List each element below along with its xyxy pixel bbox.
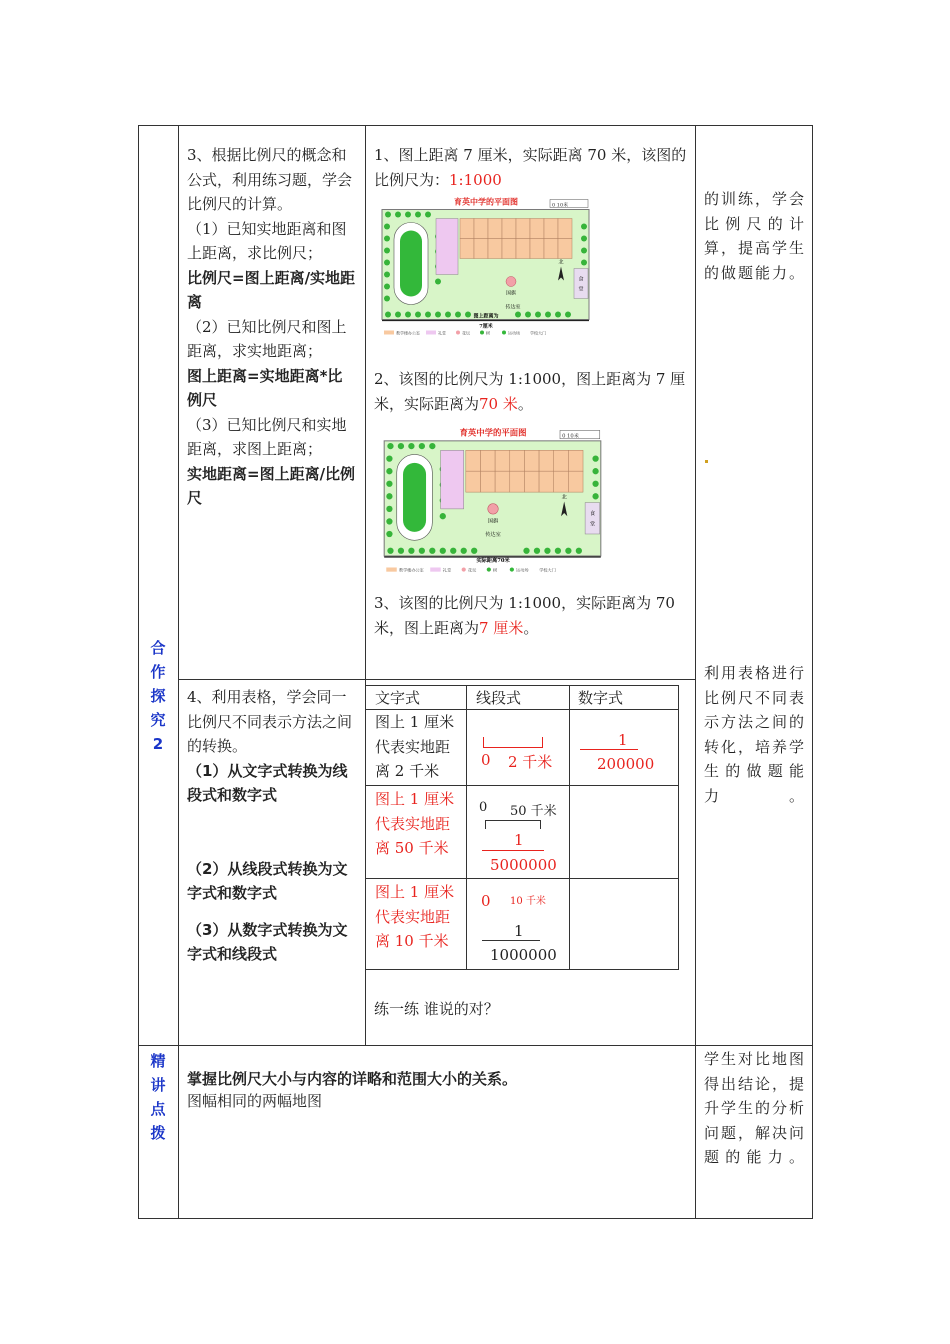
svg-text:0 10米: 0 10米 <box>562 433 579 440</box>
row3-seg-left: 0 <box>481 892 491 910</box>
svg-text:北: 北 <box>561 494 567 501</box>
row1-seg-right: 2 千米 <box>508 753 553 771</box>
row1-text-form: 图上 1 厘米代表实地距离 2 千米 <box>375 713 455 780</box>
svg-text:学校大门: 学校大门 <box>539 567 556 573</box>
row2-num-top: 1 <box>514 831 524 849</box>
formula-map-distance: 图上距离=实地距离*比例尺 <box>187 366 343 409</box>
svg-text:运动场: 运动场 <box>516 567 529 573</box>
section-label-cooperate: 合 作 探 究 2 <box>150 639 166 753</box>
goal-case-3: （3）已知比例尺和实地距离，求图上距离； <box>187 415 347 458</box>
svg-text:国旗: 国旗 <box>505 290 517 297</box>
row1-num-top: 1 <box>618 731 628 749</box>
answer-2: 70 米 <box>479 394 518 413</box>
practice-prompt: 练一练 谁说的对？ <box>374 1000 499 1018</box>
row3-seg-right: 10 千米 <box>510 896 546 907</box>
formula-scale: 比例尺=图上距离/实地距离 <box>187 268 356 311</box>
flag-icon <box>488 504 498 514</box>
svg-text:0 10米: 0 10米 <box>552 202 569 209</box>
row3-num-top: 1 <box>514 922 524 940</box>
row3-fraction-bar <box>482 940 540 941</box>
question-2: 2、该图的比例尺为 1:1000，图上距离为 7 厘米，实际距离为70 米。 <box>374 370 686 413</box>
table-mid-border <box>178 679 696 680</box>
svg-text:北: 北 <box>558 259 564 266</box>
school-map-1 <box>378 193 593 340</box>
svg-text:树: 树 <box>493 567 498 573</box>
answer-3: 7 厘米 <box>479 618 524 637</box>
question-1: 1、图上距离 7 厘米，实际距离 70 米，该图的比例尺为：1:1000 <box>374 146 687 189</box>
col-divider-1 <box>178 125 179 1219</box>
row2-seg-right: 50 千米 <box>510 804 557 819</box>
svg-text:传达室: 传达室 <box>485 532 501 539</box>
row1-num-bottom: 200000 <box>597 755 655 773</box>
row1-seg-left: 0 <box>481 751 491 769</box>
row2-fraction-bar <box>482 850 544 851</box>
section-label-explain: 精 讲 点 拨 <box>150 1052 166 1142</box>
svg-text:花坛: 花坛 <box>462 330 470 336</box>
goal-case-2: （2）已知比例尺和图上距离，求实地距离； <box>187 317 347 360</box>
table-left-border <box>138 125 139 1219</box>
header-number-form: 数字式 <box>578 689 624 707</box>
row3-num-bottom: 1000000 <box>490 946 557 964</box>
table-row-border <box>138 1045 813 1046</box>
header-text-form: 文字式 <box>375 689 421 707</box>
map1-title: 育英中学的平面图 <box>454 197 518 207</box>
row1-fraction-bar <box>580 749 638 750</box>
row2-segment <box>485 820 541 829</box>
svg-text:实际距离70米: 实际距离70米 <box>476 558 510 565</box>
svg-text:传达室: 传达室 <box>505 304 521 311</box>
svg-text:运动场: 运动场 <box>508 330 520 336</box>
conversion-goals: 4、利用表格，学会同一比例尺不同表示方法之间的转换。 （1）从文字式转换为线段式和数字式 （2）从线段式转换为文字式和数字式 （3）从数字式转换为文字式和线段式 <box>187 688 353 963</box>
purpose-text-3: 学生对比地图得出结论，提升学生的分析问题，解决问题的能力。 <box>704 1050 804 1166</box>
table-bottom-border <box>138 1218 813 1219</box>
svg-text:教学楼办公室: 教学楼办公室 <box>398 567 424 573</box>
row2-text-form: 图上 1 厘米代表实地距离 50 千米 <box>375 790 455 857</box>
map2-title: 育英中学的平面图 <box>459 427 527 438</box>
svg-text:礼堂: 礼堂 <box>438 330 446 336</box>
svg-text:花坛: 花坛 <box>467 567 477 573</box>
svg-text:食: 食 <box>589 511 596 518</box>
goal-intro: 3、根据比例尺的概念和公式，利用练习题，学会比例尺的计算。 <box>187 146 353 213</box>
row2-num-bottom: 5000000 <box>490 856 557 874</box>
svg-text:国旗: 国旗 <box>487 518 499 525</box>
svg-text:学校大门: 学校大门 <box>530 330 546 336</box>
explain-text: 图幅相同的两幅地图 <box>187 1092 323 1110</box>
row1-segment <box>483 737 543 748</box>
table-right-border <box>812 125 813 1219</box>
svg-text:图上距离为: 图上距离为 <box>473 313 499 320</box>
row3-text-form: 图上 1 厘米代表实地距离 10 千米 <box>375 883 455 950</box>
svg-text:教学楼办公室: 教学楼办公室 <box>396 330 420 336</box>
formula-real-distance: 实地距离=图上距离/比例尺 <box>187 464 356 507</box>
svg-text:食: 食 <box>578 276 584 283</box>
svg-text:堂: 堂 <box>578 286 584 293</box>
purpose-text-1: 的训练，学会比例尺的计算，提高学生的做题能力。 <box>704 190 804 282</box>
question-3: 3、该图的比例尺为 1:1000，实际距离为 70 米，图上距离为7 厘米。 <box>374 594 675 637</box>
goal-case-1: （1）已知实地距离和图上距离，求比例尺； <box>187 219 347 262</box>
explain-section <box>187 1068 687 1112</box>
svg-text:树: 树 <box>486 330 490 336</box>
col-divider-2 <box>365 125 366 1045</box>
scale-calculation-goals <box>187 143 357 511</box>
explain-heading: 掌握比例尺大小与内容的详略和范围大小的关系。 <box>187 1070 518 1088</box>
purpose-text-2: 利用表格进行比例尺不同表示方法之间的转化，培养学生的做题能力。 <box>704 664 804 805</box>
answer-1: 1:1000 <box>449 170 502 189</box>
header-segment-form: 线段式 <box>476 689 522 707</box>
flag-icon <box>506 277 516 287</box>
row2-seg-left: 0 <box>479 800 488 815</box>
svg-text:堂: 堂 <box>589 521 596 528</box>
map1-legend <box>384 330 546 336</box>
decor-dot <box>705 460 708 463</box>
table-top-border <box>138 125 813 126</box>
col-divider-3 <box>695 125 696 1219</box>
svg-text:礼堂: 礼堂 <box>442 567 452 573</box>
svg-text:7厘米: 7厘米 <box>479 323 493 330</box>
school-map-2 <box>380 418 605 583</box>
map2-legend <box>386 567 555 573</box>
